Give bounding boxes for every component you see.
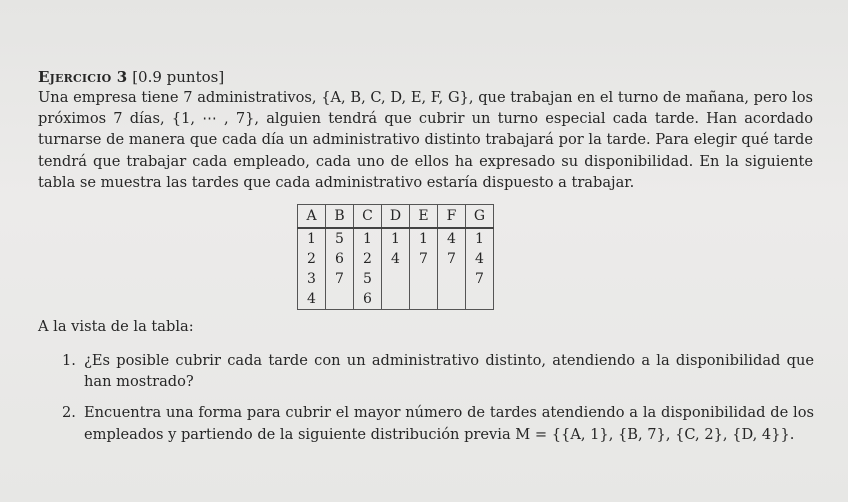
table-cell: 4 [438,228,466,249]
exercise-statement [38,87,813,193]
exercise-title: Ejercicio 3 [38,68,128,86]
table-cell [438,289,466,310]
table-cell: 1 [382,228,410,249]
table-header-cell: F [438,205,466,229]
table-cell: 4 [382,249,410,269]
table-cell [382,289,410,310]
table-cell: 5 [326,228,354,249]
table-cell [438,269,466,289]
question-list [62,350,814,455]
table-cell: 1 [466,228,494,249]
table-header-cell: A [298,205,326,229]
exercise-points: [0.9 puntos] [132,68,225,86]
table-row [298,269,494,289]
question-item [62,402,814,444]
question-item [62,350,814,392]
table-cell: 4 [298,289,326,310]
table-cell: 2 [354,249,382,269]
question-text: Encuentra una forma para cubrir el mayor número de tardes atendiendo a la disponibilidad de los empleados y partiendo de la siguiente distribución previa M = {{A, 1}, {B, 7}, {C, 2}, {D, 4}}. [84,404,814,443]
table-cell: 7 [326,269,354,289]
table-header-cell: B [326,205,354,229]
table-header-cell: E [410,205,438,229]
table-cell: 1 [410,228,438,249]
table-cell: 7 [438,249,466,269]
table-cell [326,289,354,310]
question-number: 1. [62,352,76,369]
availability-table [297,204,494,310]
question-number: 2. [62,404,76,422]
table-intro-text: A la vista de la tabla: [38,318,194,335]
table-cell: 3 [298,269,326,289]
table-cell [410,269,438,289]
table-cell: 6 [354,289,382,310]
table-cell: 7 [410,249,438,269]
table-cell: 5 [354,269,382,289]
question-text: ¿Es posible cubrir cada tarde con un administrativo distinto, atendiendo a la disponibilidad que han mostrado? [84,352,814,391]
exercise-heading [38,68,224,86]
table-header-cell: C [354,205,382,229]
table-cell [382,269,410,289]
table-header-row [298,205,494,229]
table-row [298,289,494,310]
table-header-cell: G [466,205,494,229]
table-cell: 7 [466,269,494,289]
table-cell: 6 [326,249,354,269]
table-row [298,228,494,249]
table-cell [466,289,494,310]
table-cell: 4 [466,249,494,269]
table-cell: 1 [354,228,382,249]
table-cell: 1 [298,228,326,249]
table-cell: 2 [298,249,326,269]
table-row [298,249,494,269]
table-cell [410,289,438,310]
table-header-cell: D [382,205,410,229]
statement-text: Una empresa tiene 7 administrativos, {A, B, C, D, E, F, G}, que trabajan en el turno de mañana, pero los próximos 7 días, {1, ⋯ , 7}, alguien tendrá que cubrir un turno especial cada tarde. Han acordado turnarse de manera que cada día un administrativo distinto trabajará por la tarde. Para elegir qué tarde tendrá que trabajar cada empleado, cada uno de ellos ha expresado su disponibilidad. En la siguiente tabla se muestra las tardes que cada administrativo estaría dispuesto a trabajar. [38,89,813,191]
